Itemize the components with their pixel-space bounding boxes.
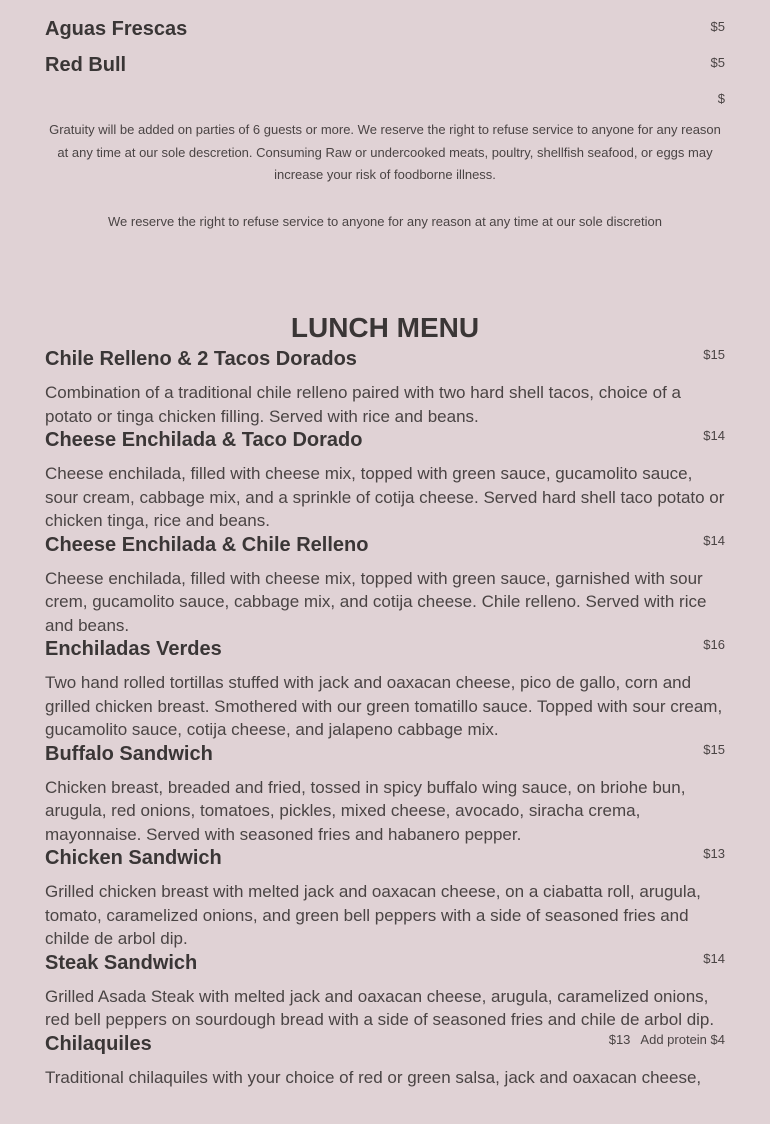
item-description: Grilled Asada Steak with melted jack and oaxacan cheese, arugula, caramelized onions, red bell peppers on sourdough bread with a side of seasoned fries and chile de arbol dip. xyxy=(45,986,715,1029)
menu-item xyxy=(45,637,725,742)
menu-item xyxy=(45,17,725,53)
item-price: $5 xyxy=(710,55,725,70)
item-name: Chile Relleno & 2 Tacos Dorados xyxy=(45,348,357,370)
menu-item xyxy=(45,1032,725,1090)
menu-item xyxy=(45,846,725,951)
item-price: $5 xyxy=(710,19,725,34)
item-name: Chilaquiles xyxy=(45,1032,152,1055)
item-price: $13 xyxy=(703,846,725,861)
menu-item xyxy=(45,428,725,533)
menu-item xyxy=(45,951,725,1032)
item-name: Red Bull xyxy=(45,54,127,76)
menu-item xyxy=(45,347,725,428)
item-name: Steak Sandwich xyxy=(45,951,198,974)
item-name: Chicken Sandwich xyxy=(45,847,222,869)
item-name: Aguas Frescas xyxy=(45,18,188,40)
item-description: Combination of a traditional chile relleno paired with two hard shell tacos, choice of a potato or tinga chicken filling. Served with rice and beans. xyxy=(45,383,681,426)
menu-item xyxy=(45,89,725,113)
item-price-group xyxy=(609,1032,725,1048)
item-price: $13 xyxy=(608,1031,631,1047)
item-price: $14 xyxy=(703,428,725,443)
reserve-notice: We reserve the right to refuse service to anyone for any reason at any time at our sole discretion xyxy=(108,214,662,229)
menu-item xyxy=(45,533,725,638)
item-description: Chicken breast, breaded and fried, tossed in spicy buffalo wing sauce, on briohe bun, arugula, red onions, tomatoes, pickles, mixed cheese, avocado, siracha crema, mayonnaise. Served with seasoned fries and habanero pepper. xyxy=(45,777,686,844)
item-price: $15 xyxy=(703,741,725,757)
item-price: $ xyxy=(717,91,725,106)
menu-item xyxy=(45,742,725,847)
item-description: Cheese enchilada, filled with cheese mix, topped with green sauce, gucamolito sauce, sour cream, cabbage mix, and a sprinkle of cotija cheese. Served hard shell taco potato or chicken tinga, rice and beans. xyxy=(45,464,725,530)
item-price: $15 xyxy=(703,347,725,362)
gratuity-notice: Gratuity will be added on parties of 6 guests or more. We reserve the right to refuse service to anyone for any reason at any time at our sole descretion. Consuming Raw or undercooked meats, poultry, shellfish seafood, or eggs may increase your risk of foodborne illness. xyxy=(49,122,721,182)
menu-item xyxy=(45,53,725,89)
item-name: Cheese Enchilada & Taco Dorado xyxy=(45,429,363,451)
item-description: Cheese enchilada, filled with cheese mix, topped with green sauce, garnished with sour crem, gucamolito sauce, cabbage mix, and cotija cheese. Chile relleno. Served with rice and beans. xyxy=(45,568,707,635)
item-price: $14 xyxy=(703,532,725,548)
lunch-menu xyxy=(45,312,725,1089)
item-description: Two hand rolled tortillas stuffed with jack and oaxacan cheese, pico de gallo, corn and grilled chicken breast. Smothered with our green tomatillo sauce. Topped with sour cream, gucamolito sauce, cotija cheese, and jalapeno cabbage mix. xyxy=(45,673,723,739)
item-name: Cheese Enchilada & Chile Relleno xyxy=(45,533,369,556)
item-name: Enchiladas Verdes xyxy=(45,638,222,660)
item-price: $14 xyxy=(703,950,725,966)
item-name: Buffalo Sandwich xyxy=(45,742,213,765)
item-description: Grilled chicken breast with melted jack and oaxacan cheese, on a ciabatta roll, arugula, tomato, caramelized onions, and green bell peppers with a side of seasoned fries and childe de arbol dip. xyxy=(45,882,701,948)
item-price-extra: Add protein $4 xyxy=(640,1031,725,1047)
drinks-section xyxy=(45,17,725,113)
item-price: $16 xyxy=(703,637,725,652)
item-description: Traditional chilaquiles with your choice of red or green salsa, jack and oaxacan cheese, xyxy=(45,1067,702,1087)
section-title: LUNCH MENU xyxy=(290,312,480,343)
